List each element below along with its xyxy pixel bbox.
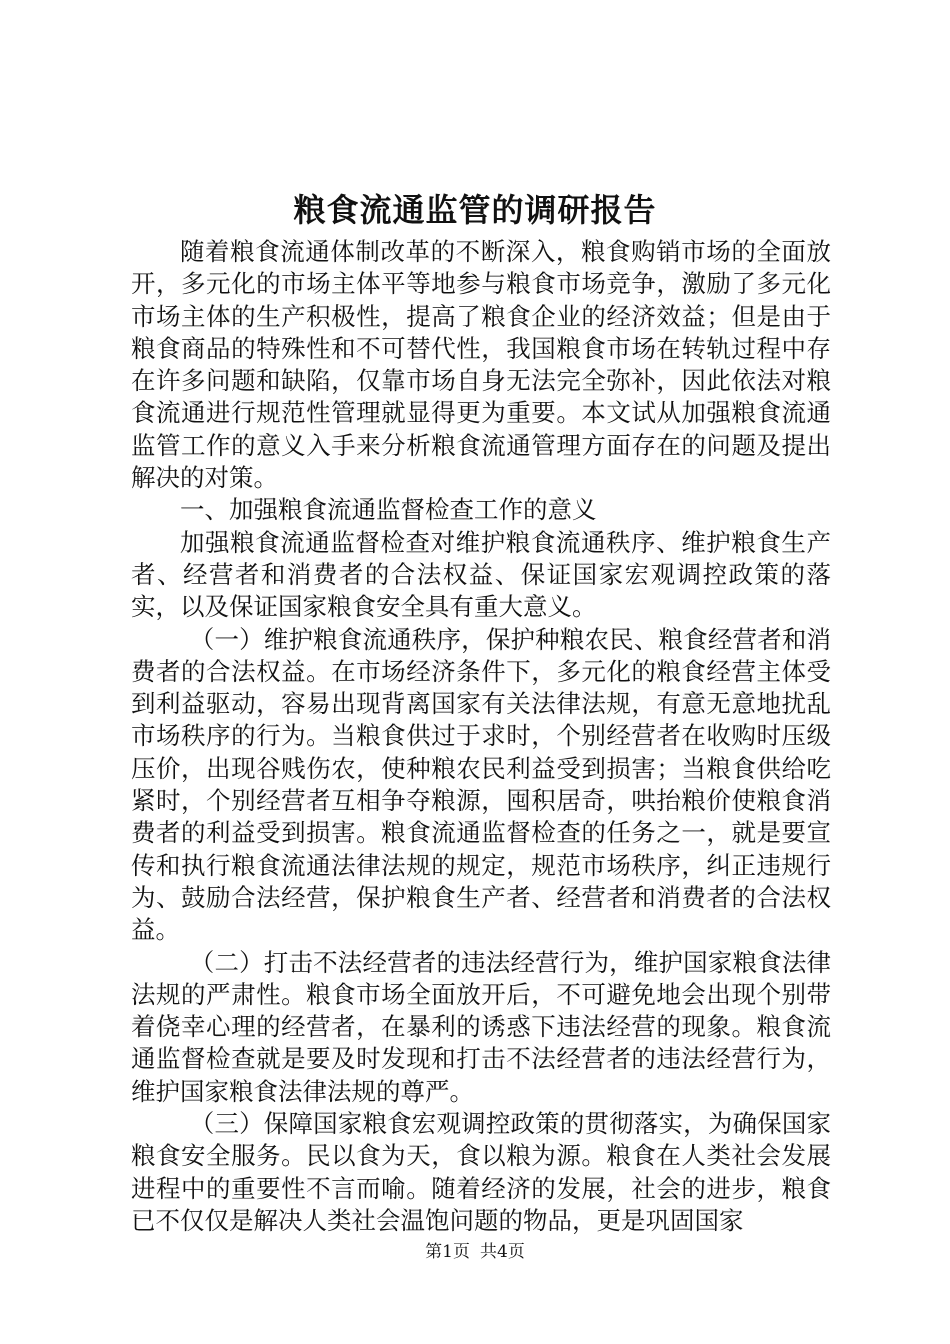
paragraph-point-3: （三）保障国家粮食宏观调控政策的贯彻落实，为确保国家粮食安全服务。民以食为天，食以粮为源。粮食在人类社会发展进程中的重要性不言而喻。随着经济的发展，社会的进步，粮食已不仅仅是解决人类社会温饱问题的物品，更是巩固国家 <box>131 1109 831 1235</box>
paragraph-intro: 随着粮食流通体制改革的不断深入，粮食购销市场的全面放开，多元化的市场主体平等地参与粮食市场竞争，激励了多元化市场主体的生产积极性，提高了粮食企业的经济效益；但是由于粮食商品的特殊性和不可替代性，我国粮食市场在转轨过程中存在许多问题和缺陷，仅靠市场自身无法完全弥补，因此依法对粮食流通进行规范性管理就显得更为重要。本文试从加强粮食流通监管工作的意义入手来分析粮食流通管理方面存在的问题及提出解决的对策。 <box>131 237 831 493</box>
page-total: 共4页 <box>480 1242 525 1262</box>
page-number: 第1页 <box>425 1242 470 1262</box>
paragraph-significance: 加强粮食流通监督检查对维护粮食流通秩序、维护粮食生产者、经营者和消费者的合法权益、保证国家宏观调控政策的落实，以及保证国家粮食安全具有重大意义。 <box>131 527 831 622</box>
section-heading-1: 一、加强粮食流通监督检查工作的意义 <box>180 495 597 525</box>
page-footer <box>0 1240 950 1264</box>
paragraph-point-1: （一）维护粮食流通秩序，保护种粮农民、粮食经营者和消费者的合法权益。在市场经济条件下，多元化的粮食经营主体受到利益驱动，容易出现背离国家有关法律法规，有意无意地扰乱市场秩序的行为。当粮食供过于求时，个别经营者在收购时压级压价，出现谷贱伤农，使种粮农民利益受到损害；当粮食供给吃紧时，个别经营者互相争夺粮源，囤积居奇，哄抬粮价使粮食消费者的利益受到损害。粮食流通监督检查的任务之一，就是要宣传和执行粮食流通法律法规的规定，规范市场秩序，纠正违规行为、鼓励合法经营，保护粮食生产者、经营者和消费者的合法权益。 <box>131 624 831 945</box>
document-body <box>131 236 831 1237</box>
document-title: 粮食流通监管的调研报告 <box>293 191 657 229</box>
paragraph-point-2: （二）打击不法经营者的违法经营行为，维护国家粮食法律法规的严肃性。粮食市场全面放开后，不可避免地会出现个别带着侥幸心理的经营者，在暴利的诱惑下违法经营的现象。粮食流通监督检查就是要及时发现和打击不法经营者的违法经营行为，维护国家粮食法律法规的尊严。 <box>131 947 831 1106</box>
